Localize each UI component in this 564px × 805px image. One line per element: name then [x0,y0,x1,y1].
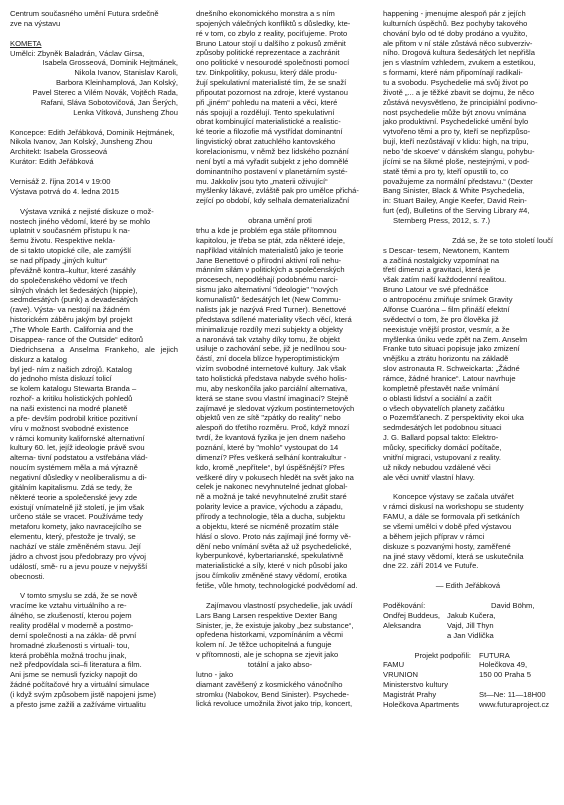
venue-name: FUTURA [479,650,510,660]
exhibition-title: KOMETA [10,38,42,48]
text-line: mánním silám v politických a společenských [196,265,345,275]
text-line: o antropocénu zmiňuje snímek Gravity [383,295,513,305]
text-line: poznání, které by "mohlo" vystoupat do 14 [196,442,339,452]
column-1 [10,9,178,710]
text-line: nalists jak je nazývá Fred Turner). Benettové [196,304,347,314]
text-line: neexistuje vnější prostor, vesmír, a že [383,324,510,334]
text-line: ké teorie a filozofie má vystřídat dominantní [196,127,343,137]
venue-street: Holečkova 49, [479,660,528,670]
text-line: jako produktivní. Psychedelické umění bylo [383,117,529,127]
intro-line: zve na výstavu [10,18,61,28]
text-line: lingvistický obrat zatuchlého kantovského [196,137,336,147]
text-line: objektů ven ze sítě "zpátky do reality" nebo [196,413,341,423]
text-line: považujeme za normální představu.“ (Dexter [383,176,533,186]
text-line: způsoby politické reprezentace a zachránit [196,48,340,58]
text-line: však zatím naší každodenní realitou. [383,275,507,285]
supporter: VRUNION [383,670,419,680]
text-line: kolem ní. Je těžce uchopitelná a funguje [196,640,332,650]
text-line: vracíme ke vztahu virtuálního a re- [10,601,127,611]
text-line: některé teorie a společenské jevy zde [10,492,138,502]
text-line: byl jed- ním z našich zdrojů. Katalog [10,364,132,374]
artists-line: Umělci: Zbyněk Baladrán, Václav Girsa, [10,48,145,58]
text-line: vizím svobodné internetové kultury. Jak však [196,364,347,374]
essay-part-2 [10,591,178,709]
text-line: statě těmi a pro ty, kteří opustili to, co [383,166,509,176]
text-line: polarity levice a pravice, východu a západu, [196,502,343,512]
text-line: nost psychedelie může být znovu vnímána [383,107,527,117]
text-line: silných vlnách let šedesátých (hippie), [10,285,138,295]
supporter: Ministerstvo kultury [383,680,448,690]
text-line: kultury 60. let, jejíž ideologie právě svou [10,443,145,453]
text-line: ono politické v nesourodé společnosti pomocí [196,58,350,68]
essay-part-1 [10,207,178,582]
text-line: nachází ve stále změněném stavu. Její [10,541,141,551]
essay-part-4 [196,216,364,591]
text-line: myšlenky lákavé, zvláště pak pro umělce přichá- [196,186,359,196]
text-line: a přesto jsme zažili a zažíváme virtualitu [10,699,146,709]
text-line: zející po období, kdy selhala dematerializační [196,196,350,206]
text-line: stromku (Nabokov, Bend Sinister). Psychede- [196,689,350,699]
text-line: Sternberg Press, 2012, s. 7.) [393,216,491,226]
thanks-name: Vajd, Jill Thyn [447,620,494,630]
thanks-name: David Böhm, [491,601,535,611]
text-line: tu a svobodu. Psychedelie má svůj život po [383,78,529,88]
opening-hours: St—Ne: 11—18H00 [479,690,546,699]
text-line: zajímavé je sledovat výzkum postinternetových [196,403,355,413]
text-line: alterna- tivní podstatou a vstřebána vlád- [10,453,148,463]
credits-line: Koncepce: Edith Jeřábková, Dominik Hejtmánek, [10,127,175,137]
artists-line: Barbora Kleinhamplová, Jan Kolský, [56,78,178,88]
text-line: a během jejich příprav v rámci [383,531,485,541]
credits [10,128,178,167]
text-line: totální a jako abso- [247,660,313,669]
text-line: celek je nakonec nevyhnutelné jednat global- [196,482,348,492]
signature: — Edith Jeřábková [435,581,501,591]
text-line: která proběhla možná trochu jinak, [10,650,127,660]
thanks-name: Aleksandra [383,620,421,630]
text-line: mu, aby neskončila jako parciální alternativa, [196,383,348,393]
text-line: ré v tom, co zbylo z reality, pociťujeme. Proto [196,28,348,38]
text-line: Výstava vzniká z nejisté diskuze o mož- [20,206,154,216]
column-3 [383,9,553,710]
text-line: (i když svým způsobem jistě napojeni jsme) [10,690,157,699]
text-line: do jednoho místa diskuzí tolicí [10,374,112,384]
text-line: obrat kombinující materialistické a realistic- [196,117,341,127]
text-line: obrana umění proti [248,216,312,226]
text-line: nostech jiného vědomí, které by se mohlo [10,216,151,226]
artists-list [10,49,178,118]
text-line: „The Whole Earth. California and the [10,325,134,335]
text-line: kapitolou, je třeba se ptát, zda některé ideje, [196,235,346,245]
text-line: Franke tuto situaci popisuje jako zmizení [383,344,520,354]
thanks-label: Poděkování: [383,601,426,611]
text-line: svědectví o tom, že pro člověka již [383,314,499,324]
text-line: jen s vlastním vzhledem, zvukem a estetikou, [383,58,536,68]
text-line: gitálním kapitalismu. Zdá se tedy, že [10,482,133,492]
venue-address [479,651,553,710]
text-line: spojených válečných konfliktů s důsledky, kte- [196,18,351,28]
text-line: zůstává nevysvětleno, že principiální podivno- [383,97,538,107]
text-line: s formami, které nám připomínají radikali- [383,68,523,78]
text-line: ale přitom v ní stále zůstává něco subverziv- [383,38,533,48]
text-line: alespoň do třetího rozměru. Proč, když mnozí [196,423,350,433]
text-line: žádné počítačové hry a virtuální simulace [10,680,150,690]
text-line: Bang Sinister, Black & White Psychedelia, [383,186,525,196]
text-line: s Descar- tesem, Newtonem, Kantem [383,245,510,255]
text-line: dimenzí? Přes veškerá selhání kontrakultur - [196,452,347,462]
text-line: álného, se zkušeností, kterou pojem [10,611,132,621]
supporters-label: Projekt podpořili: [414,650,471,660]
text-line: sismu jako alternativní "ideologie" "nových [196,285,338,295]
text-line: nás spojují a rozdělují. Tento spekulativní [196,107,335,117]
supporter: Magistrát Prahy [383,690,437,699]
text-line: obecnosti. [10,571,45,581]
text-line: životě „... a je těžké zbavit se dojmu, že něco [383,87,535,97]
text-line: a pře- devším podrobil kritice pozitivní [10,413,138,423]
text-line: přírody a technologie, těla a ducha, subjektu [196,511,346,521]
text-line: Lars Bang Larsen respektive Dexter Bang [196,610,337,620]
website-link[interactable]: www.futuraproject.cz [479,699,550,709]
text-line: Disappea- rance of the Outside“ editorů [10,334,143,344]
text-line: korelacionismu, v němž bez lidského poznání [196,147,349,157]
essay-part-7 [383,236,553,482]
thanks-name: a Jan Vidlička [447,630,494,640]
text-line: šemu životu. Respektive nekla- [10,236,116,246]
text-line: jsou čímkoliv změněné stavy vědomí, erotika [196,571,347,581]
text-line: a objektu, které se nicméně prozatím stále [196,521,339,531]
text-line: diamant zavěšený z kosmického vánočního [196,679,343,689]
text-line: Diedrichsena a Anselma Frankeho, ale jejich diskurz a katalog [10,344,178,364]
supporter: Holečkova Apartments [383,699,459,709]
text-line: představa sdílené materiality všech věcí, která [196,314,352,324]
column-2 [196,9,364,709]
text-line: o všech obyvatelích planety začátku [383,403,505,413]
text-line: tzv. Dinkpolitiky, pokusu, který dále produ- [196,68,338,78]
supporter: FAMU [383,660,405,670]
text-line: dění nebo vnímání světa až už psychedelické, [196,541,352,551]
thanks-row [383,611,553,621]
text-line: kompletně přestavět naše vnímání [383,383,500,393]
text-line: která se stane svou vlastní imaginací? Stejně [196,393,349,403]
text-line: se nad případy „jiných kultur“ [10,256,108,266]
artists-line: Rafani, Sláva Sobotovičová, Jan Šerých, [40,97,178,107]
supporters-list [383,651,479,710]
text-line: víru v možnost svobodné existence [10,423,129,433]
essay-part-3 [196,9,364,206]
text-line: událostí, smě- ru a jevu pouze v nejvyšší [10,561,148,571]
text-line: tvrdí, že kvantová fyzika je jen dnem našeho [196,433,346,443]
text-line: chování bylo od té doby prodáno a využito, [383,28,528,38]
text-line: vnitřní migraci, vstupovaní z reality. [383,452,502,462]
text-line: fetiše, vůle hmoty, technologické podvědomí ad. [196,580,358,590]
thanks-name [447,601,491,611]
text-line: není bytí a má vyřadit subjekt z jeho domnělé [196,156,349,166]
text-line: ně a možná je také nevyhnutelné zrušit staré [196,492,347,502]
text-line: připoutat pozornost na zdroje, které vystanou [196,87,348,97]
text-line: kdo, kromě „nepřítele“, byl úspěšnější? Přes [196,462,345,472]
text-line: do společenského vědomí ve třech [10,275,128,285]
text-line: ního. Drogová kultura šedesátých let nepřišla [383,48,535,58]
text-line: tato holistická představa nabyde svého holis- [196,373,348,383]
text-line: J. G. Ballard popsal takto: Elektro- [383,433,499,443]
intro-line: Centrum současného umění Futura srdečně [10,9,159,18]
thanks-row [383,601,553,611]
essay-part-6 [383,9,553,226]
text-line: ale věci uvnitř vlastní hlavy. [383,472,475,482]
text-line: žují spekulativní materialisté tím, že se snaží [196,78,347,88]
text-line: historickém záběru jakým byl projekt [10,315,133,325]
text-line: než předpovídala sci–fi literatura a film. [10,660,142,670]
text-line: dominantního postavení v planetárním systé- [196,166,348,176]
text-line: in: Stuart Bailey, Angie Keefer, David Rein- [383,196,527,206]
artists-line: Pavel Sterec a Vilém Novák, Vojtěch Rada, [32,88,178,98]
text-line: v rámci diskusí na workshopu se studenty [383,502,524,512]
text-line: jádro a chvost jsou předobrazy pro vývoj [10,551,146,561]
text-line: noucím systémem měla a má výrazně [10,463,138,473]
artists-line: Nikola Ivanov, Stanislav Karoli, [74,68,178,78]
text-line: myšlenka úniku vede zpět na Zem. Anselm [383,334,528,344]
text-line: při „jiném“ pohledu na materii a věci, které [196,97,338,107]
text-line: na naši existenci na modré planetě [10,403,128,413]
text-line: kulturních úspěchů. Bez pochyby takového [383,18,528,28]
text-line: převážně kontra–kultur, které zasáhly [10,265,136,275]
text-line: v rámci komunity kalifornské alternativní [10,433,145,443]
text-line: třetí dimenzi a gravitaci, která je [383,265,491,275]
text-line: komunalistů" šedesátých let (New Commu- [196,295,341,305]
concept-note [383,492,553,571]
text-line: se všemi umělci v době před výstavou [383,521,512,531]
text-line: dne 22. září 2014 ve Futuře. [383,561,479,571]
text-line: dnešního ekonomického monstra a s ním [196,9,335,18]
supporters-and-address [383,651,553,710]
text-line: kyberpunkové, kybertarianské, spekulativně [196,551,344,561]
text-line: negativní důsledky v neoliberalismu a di- [10,472,147,482]
text-line: hlásí o slovo. Proto nás zajímají jiné formy vě- [196,531,351,541]
closing-date: Výstava potrvá do 4. ledna 2015 [10,186,119,196]
text-line: na jiné stavy vědomí, která se uskutečnila [383,551,524,561]
opening-date: Vernisáž 2. října 2014 v 19:00 [10,177,111,187]
text-line: Koncepce výstavy se začala utvářet [393,492,514,502]
text-line: určeno stále se vracet. Používáme tedy [10,512,143,522]
thanks-row [383,621,553,631]
text-line: metaforu komety, jako navracejícího se [10,522,142,532]
text-line: happening - jmenujme alespoň pár z jejích [383,9,526,18]
text-line: částí, zní docela blízce hyperoptimistickým [196,354,340,364]
text-line: bují, kteří nezůstávají v klidu: high, na tripu, [383,137,529,147]
text-line: lutno - jako [196,669,234,679]
credits-line: Architekt: Isabela Grosseová [10,147,108,157]
text-line: elementu, který, přestože je trvalý, se [10,532,136,542]
text-line: FAMU, a dále se formovala při setkáních [383,512,520,522]
text-line: (rave). Výsta- va nestojí na žádném [10,305,130,315]
text-line: Bruno Latour stojí u dalšího z pokusů změnit [196,38,346,48]
text-line: derní společnosti a na zákla- dě první [10,630,137,640]
text-line: mu. Jakkoliv jsou tyto „materii oživující“ [196,176,328,186]
thanks-name: Ondřej Buddeus, [383,610,440,620]
credits-line: Kurátor: Edith Jeřábková [10,157,94,167]
artists-line: Isabela Grosseová, Dominik Hejtmánek, [42,58,178,68]
text-line: už nikdy nebudou vzdálené věci [383,462,491,472]
text-line: o Pozemšťanech. Z perspektivity ekoi uka [383,413,524,423]
text-line: vytvořeno těmi a pro ty, kteří se nepřizpůso- [383,127,531,137]
text-line: materialistické a síly, které v nich působí jako [196,561,348,571]
artists-line: Lenka Vítková, Junsheng Zhou [73,107,178,117]
text-line: Ani jsme se nemusli fyzicky napojit do [10,670,138,680]
text-line: opředena historkami, vzpomínáním a věcmi [196,630,343,640]
text-line: procesech, nepodléhají podobnému narci- [196,275,338,285]
text-line: se kolem katalogu Stewarta Branda – [10,384,137,394]
text-line: hromadné zkušenosti s virtuali- tou, [10,640,130,650]
text-line: Alfonse Cuaróna – film přináší efektní [383,304,510,314]
venue-city: 150 00 Praha 5 [479,670,531,680]
text-line: například vitálních materialistů jako je teorie [196,245,344,255]
text-line: Zajímavou vlastností psychedelie, jak uvádí [206,600,353,610]
text-line: minimalizuje rozdíly mezi subjekty a objekty [196,324,343,334]
text-line: jícími se na šikmé ploše, nestejnými, v pod- [383,156,530,166]
text-line: sedmdesátých let podobnou situaci [383,423,502,433]
thanks-row [383,631,553,641]
text-line: trhu a kde je problém ega stále přítomnou [196,226,337,236]
venue-spacer [479,680,553,690]
text-line: diskuze s pozvanými hosty, zaměřené [383,541,511,551]
text-line: a začíná nostalgicky vzpomínat na [383,255,500,265]
text-line: usiluje o zachování sebe, již je nedílnou sou- [196,344,347,354]
text-line: veškeré díry v pokusech hledět na svět jako na [196,472,354,482]
text-line: můcky, specificky domácí počítače, [383,442,502,452]
text-line: uplatnit v současném přístupu k na- [10,226,130,236]
text-line: slov astronauta R. Schweickarta: „Žádné [383,364,520,374]
text-line: o oblasti lidství a sociální a začít [383,393,492,403]
text-line: vnějšku a ztrátu horizontu na základě [383,354,509,364]
text-line: v přítomnosti, ale je schopna se zjevit jako [196,650,339,660]
text-line: sedmdesátých (punk) a devadesátých [10,295,138,305]
text-line: furt (ed), Bulletins of the Serving Library #4, [383,206,530,216]
text-line: Bruno Latour ve své přednášce [383,285,489,295]
text-line: reality prodělal v moderně a postmo- [10,620,134,630]
text-line: rámce, žádné hranice“. Latour navrhuje [383,373,516,383]
text-line: Jane Benettové o přírodní aktivní roli nehu- [196,255,342,265]
text-line: Sinister, je, že existuje jakoby „bez substance“, [196,620,354,630]
text-line: lická revoluce umožnila život jako trip, koncert, [196,699,353,709]
credits-line: Nikola Ivanov, Jan Kolský, Junsheng Zhou [10,137,153,147]
text-line: a naronává tak vztahy díky tomu, že objekt [196,334,340,344]
text-line: Zdá se, že se toto století loučí [452,235,553,245]
text-line: de si takto utopické cíle, ale zamýšlí [10,246,132,256]
acknowledgements [383,601,553,640]
text-line: V tomto smyslu se zdá, že se nově [20,591,138,601]
text-line: nebo 'de skoeve' v dánském slangu, pohybu- [383,147,535,157]
essay-part-5 [196,601,364,709]
text-line: rozhoř- a kritiku holistických pohledů [10,394,133,404]
thanks-name: Jakub Kučera, [447,610,496,620]
text-line: existují vnímatelně již století, je jim však [10,502,145,512]
